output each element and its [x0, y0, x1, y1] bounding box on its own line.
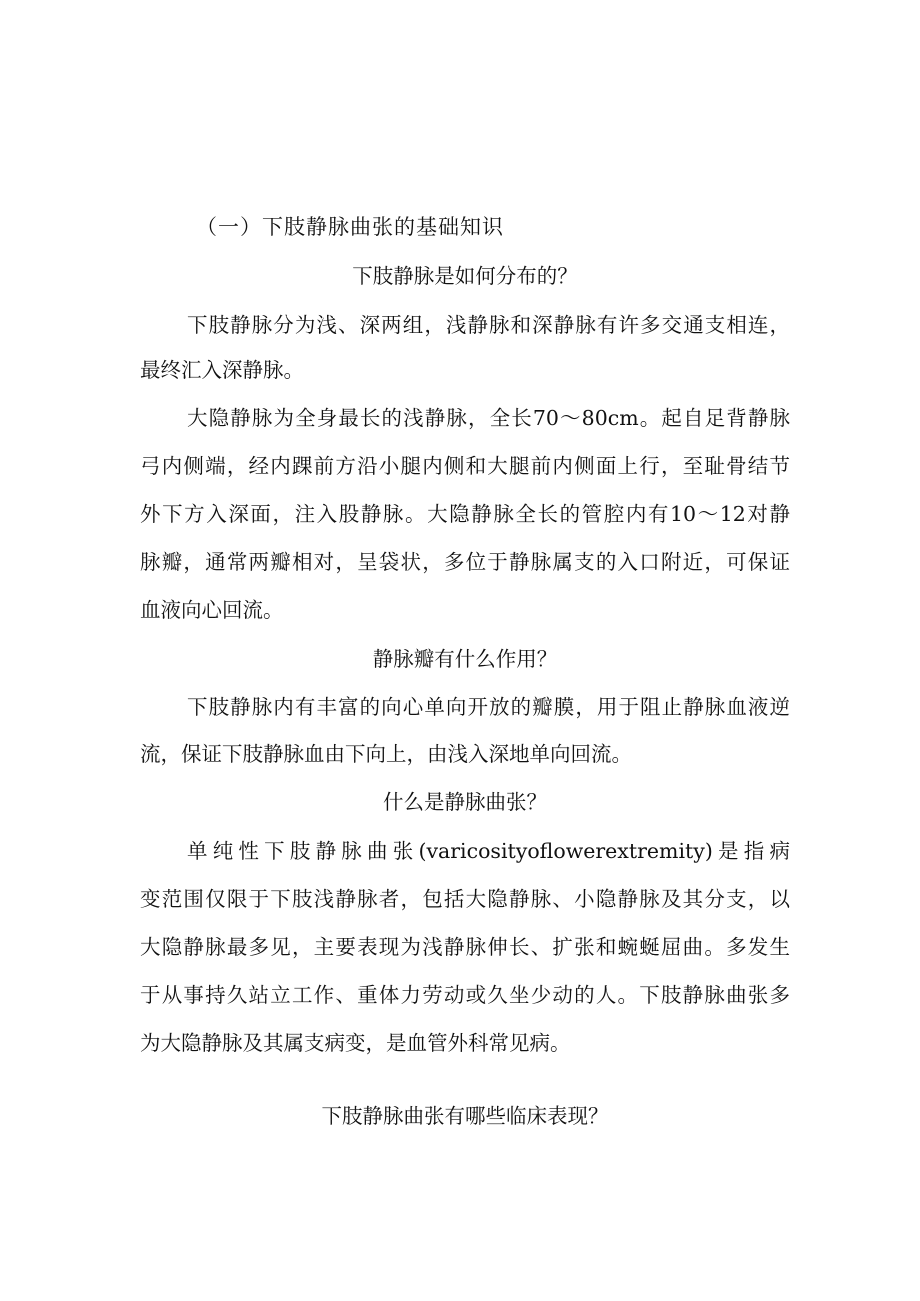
paragraph-line: 单纯性下肢静脉曲张(varicosityoflowerextremity)是指病 [187, 839, 790, 863]
question-heading-distribution: 下肢静脉是如何分布的？ [352, 264, 578, 288]
paragraph-line: 下肢静脉分为浅、深两组，浅静脉和深静脉有许多交通支相连， [187, 313, 790, 337]
paragraph-line: 血液向心回流。 [140, 598, 284, 622]
paragraph-line: 变范围仅限于下肢浅静脉者，包括大隐静脉、小隐静脉及其分支，以 [140, 887, 790, 911]
paragraph-line: 下肢静脉内有丰富的向心单向开放的瓣膜，用于阻止静脉血液逆 [187, 695, 790, 719]
question-heading-symptoms: 下肢静脉曲张有哪些临床表现？ [321, 1104, 609, 1128]
paragraph-line: 大隐静脉为全身最长的浅静脉，全长70～80cm。起自足背静脉 [187, 406, 790, 430]
paragraph-line: 流，保证下肢静脉血由下向上，由浅入深地单向回流。 [140, 742, 632, 766]
paragraph-line: 脉瓣，通常两瓣相对，呈袋状，多位于静脉属支的入口附近，可保证 [140, 550, 790, 574]
paragraph-line: 弓内侧端，经内踝前方沿小腿内侧和大腿前内侧面上行，至耻骨结节 [140, 454, 790, 478]
question-heading-varicose: 什么是静脉曲张？ [383, 790, 547, 814]
paragraph-line: 大隐静脉最多见，主要表现为浅静脉伸长、扩张和蜿蜒屈曲。多发生 [140, 935, 790, 959]
paragraph-line: 外下方入深面，注入股静脉。大隐静脉全长的管腔内有10～12对静 [140, 502, 790, 526]
paragraph-line: 于从事持久站立工作、重体力劳动或久坐少动的人。下肢静脉曲张多 [140, 983, 790, 1007]
question-heading-valve: 静脉瓣有什么作用？ [372, 647, 558, 671]
paragraph-line: 最终汇入深静脉。 [140, 358, 304, 382]
section-title: （一）下肢静脉曲张的基础知识 [196, 215, 504, 239]
paragraph-line: 为大隐静脉及其属支病变，是血管外科常见病。 [140, 1031, 571, 1055]
